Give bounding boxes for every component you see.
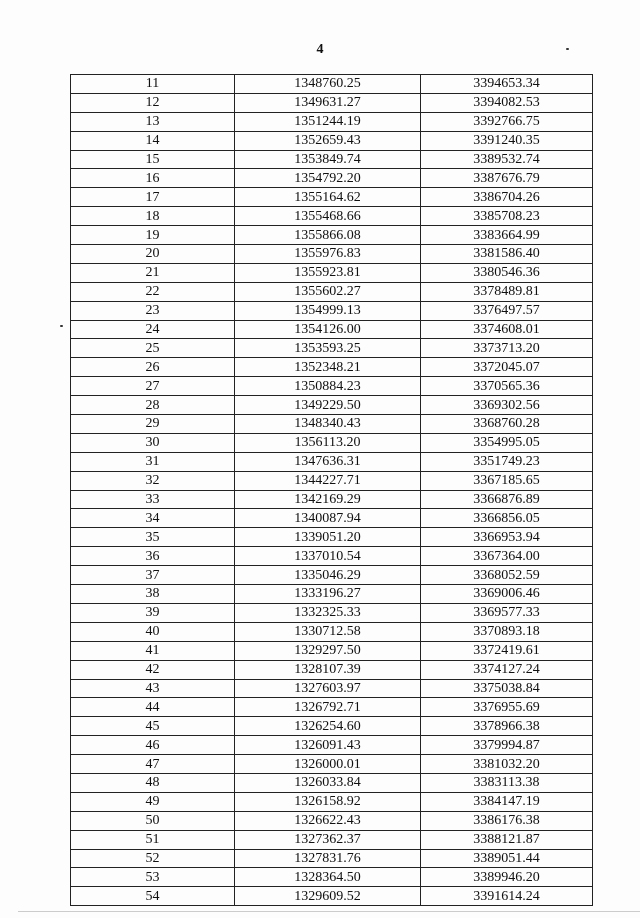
point-number-cell: 21	[71, 263, 235, 282]
point-number-cell: 29	[71, 415, 235, 434]
y-coordinate-cell: 3383113.38	[421, 773, 593, 792]
y-coordinate-cell: 3386704.26	[421, 188, 593, 207]
point-number-cell: 37	[71, 566, 235, 585]
point-number-cell: 19	[71, 226, 235, 245]
table-row	[71, 188, 593, 207]
table-row	[71, 358, 593, 377]
table-row	[71, 415, 593, 434]
point-number-cell: 12	[71, 93, 235, 112]
point-number-cell: 13	[71, 112, 235, 131]
table-row	[71, 396, 593, 415]
y-coordinate-cell: 3385708.23	[421, 207, 593, 226]
x-coordinate-cell: 1354999.13	[235, 301, 421, 320]
point-number-cell: 30	[71, 433, 235, 452]
table-row	[71, 226, 593, 245]
x-coordinate-cell: 1350884.23	[235, 377, 421, 396]
x-coordinate-cell: 1354126.00	[235, 320, 421, 339]
point-number-cell: 36	[71, 547, 235, 566]
x-coordinate-cell: 1352348.21	[235, 358, 421, 377]
coordinates-table-body	[71, 75, 593, 906]
x-coordinate-cell: 1354792.20	[235, 169, 421, 188]
x-coordinate-cell: 1348340.43	[235, 415, 421, 434]
point-number-cell: 50	[71, 811, 235, 830]
table-row	[71, 245, 593, 264]
x-coordinate-cell: 1355923.81	[235, 263, 421, 282]
table-row	[71, 679, 593, 698]
point-number-cell: 44	[71, 698, 235, 717]
table-row	[71, 75, 593, 94]
table-row	[71, 528, 593, 547]
table-row	[71, 660, 593, 679]
x-coordinate-cell: 1326792.71	[235, 698, 421, 717]
point-number-cell: 47	[71, 755, 235, 774]
point-number-cell: 32	[71, 471, 235, 490]
y-coordinate-cell: 3368052.59	[421, 566, 593, 585]
point-number-cell: 52	[71, 849, 235, 868]
x-coordinate-cell: 1355976.83	[235, 245, 421, 264]
x-coordinate-cell: 1327362.37	[235, 830, 421, 849]
y-coordinate-cell: 3381586.40	[421, 245, 593, 264]
x-coordinate-cell: 1326254.60	[235, 717, 421, 736]
table-row	[71, 585, 593, 604]
y-coordinate-cell: 3392766.75	[421, 112, 593, 131]
y-coordinate-cell: 3394082.53	[421, 93, 593, 112]
table-row	[71, 566, 593, 585]
x-coordinate-cell: 1329297.50	[235, 641, 421, 660]
y-coordinate-cell: 3391240.35	[421, 131, 593, 150]
y-coordinate-cell: 3375038.84	[421, 679, 593, 698]
y-coordinate-cell: 3366876.89	[421, 490, 593, 509]
x-coordinate-cell: 1326000.01	[235, 755, 421, 774]
table-row	[71, 641, 593, 660]
point-number-cell: 18	[71, 207, 235, 226]
table-row	[71, 717, 593, 736]
y-coordinate-cell: 3373713.20	[421, 339, 593, 358]
table-row	[71, 509, 593, 528]
point-number-cell: 42	[71, 660, 235, 679]
point-number-cell: 26	[71, 358, 235, 377]
point-number-cell: 43	[71, 679, 235, 698]
x-coordinate-cell: 1327831.76	[235, 849, 421, 868]
y-coordinate-cell: 3381032.20	[421, 755, 593, 774]
point-number-cell: 24	[71, 320, 235, 339]
point-number-cell: 27	[71, 377, 235, 396]
x-coordinate-cell: 1356113.20	[235, 433, 421, 452]
x-coordinate-cell: 1355164.62	[235, 188, 421, 207]
point-number-cell: 20	[71, 245, 235, 264]
x-coordinate-cell: 1355468.66	[235, 207, 421, 226]
table-row	[71, 301, 593, 320]
x-coordinate-cell: 1329609.52	[235, 887, 421, 906]
y-coordinate-cell: 3372045.07	[421, 358, 593, 377]
point-number-cell: 34	[71, 509, 235, 528]
table-row	[71, 792, 593, 811]
x-coordinate-cell: 1351244.19	[235, 112, 421, 131]
x-coordinate-cell: 1333196.27	[235, 585, 421, 604]
point-number-cell: 17	[71, 188, 235, 207]
x-coordinate-cell: 1337010.54	[235, 547, 421, 566]
y-coordinate-cell: 3387676.79	[421, 169, 593, 188]
y-coordinate-cell: 3383664.99	[421, 226, 593, 245]
point-number-cell: 46	[71, 736, 235, 755]
table-row	[71, 887, 593, 906]
y-coordinate-cell: 3378489.81	[421, 282, 593, 301]
scan-speck	[566, 48, 569, 50]
table-row	[71, 698, 593, 717]
y-coordinate-cell: 3376955.69	[421, 698, 593, 717]
point-number-cell: 45	[71, 717, 235, 736]
table-row	[71, 433, 593, 452]
x-coordinate-cell: 1326158.92	[235, 792, 421, 811]
point-number-cell: 25	[71, 339, 235, 358]
point-number-cell: 22	[71, 282, 235, 301]
x-coordinate-cell: 1330712.58	[235, 622, 421, 641]
y-coordinate-cell: 3376497.57	[421, 301, 593, 320]
table-row	[71, 868, 593, 887]
x-coordinate-cell: 1353849.74	[235, 150, 421, 169]
x-coordinate-cell: 1353593.25	[235, 339, 421, 358]
y-coordinate-cell: 3389532.74	[421, 150, 593, 169]
point-number-cell: 41	[71, 641, 235, 660]
y-coordinate-cell: 3386176.38	[421, 811, 593, 830]
table-row	[71, 150, 593, 169]
point-number-cell: 23	[71, 301, 235, 320]
point-number-cell: 11	[71, 75, 235, 94]
y-coordinate-cell: 3379994.87	[421, 736, 593, 755]
y-coordinate-cell: 3391614.24	[421, 887, 593, 906]
x-coordinate-cell: 1342169.29	[235, 490, 421, 509]
x-coordinate-cell: 1352659.43	[235, 131, 421, 150]
table-row	[71, 112, 593, 131]
x-coordinate-cell: 1326091.43	[235, 736, 421, 755]
point-number-cell: 53	[71, 868, 235, 887]
point-number-cell: 54	[71, 887, 235, 906]
table-row	[71, 339, 593, 358]
x-coordinate-cell: 1347636.31	[235, 452, 421, 471]
point-number-cell: 35	[71, 528, 235, 547]
table-row	[71, 773, 593, 792]
table-row	[71, 490, 593, 509]
y-coordinate-cell: 3380546.36	[421, 263, 593, 282]
x-coordinate-cell: 1339051.20	[235, 528, 421, 547]
coordinates-table	[70, 74, 593, 906]
y-coordinate-cell: 3368760.28	[421, 415, 593, 434]
y-coordinate-cell: 3367185.65	[421, 471, 593, 490]
y-coordinate-cell: 3366856.05	[421, 509, 593, 528]
point-number-cell: 51	[71, 830, 235, 849]
x-coordinate-cell: 1327603.97	[235, 679, 421, 698]
y-coordinate-cell: 3369302.56	[421, 396, 593, 415]
table-row	[71, 755, 593, 774]
y-coordinate-cell: 3370565.36	[421, 377, 593, 396]
table-row	[71, 263, 593, 282]
point-number-cell: 16	[71, 169, 235, 188]
y-coordinate-cell: 3388121.87	[421, 830, 593, 849]
table-row	[71, 603, 593, 622]
x-coordinate-cell: 1348760.25	[235, 75, 421, 94]
point-number-cell: 28	[71, 396, 235, 415]
point-number-cell: 31	[71, 452, 235, 471]
table-row	[71, 207, 593, 226]
y-coordinate-cell: 3374608.01	[421, 320, 593, 339]
table-row	[71, 93, 593, 112]
point-number-cell: 38	[71, 585, 235, 604]
point-number-cell: 14	[71, 131, 235, 150]
point-number-cell: 48	[71, 773, 235, 792]
page-number: 4	[316, 42, 324, 57]
y-coordinate-cell: 3378966.38	[421, 717, 593, 736]
y-coordinate-cell: 3369006.46	[421, 585, 593, 604]
table-row	[71, 169, 593, 188]
x-coordinate-cell: 1355602.27	[235, 282, 421, 301]
table-row	[71, 282, 593, 301]
y-coordinate-cell: 3389946.20	[421, 868, 593, 887]
x-coordinate-cell: 1328364.50	[235, 868, 421, 887]
x-coordinate-cell: 1355866.08	[235, 226, 421, 245]
y-coordinate-cell: 3374127.24	[421, 660, 593, 679]
x-coordinate-cell: 1349631.27	[235, 93, 421, 112]
point-number-cell: 33	[71, 490, 235, 509]
y-coordinate-cell: 3354995.05	[421, 433, 593, 452]
scan-speck	[60, 325, 63, 327]
table-row	[71, 736, 593, 755]
x-coordinate-cell: 1326033.84	[235, 773, 421, 792]
table-row	[71, 131, 593, 150]
page-bottom-edge	[18, 911, 640, 912]
y-coordinate-cell: 3367364.00	[421, 547, 593, 566]
y-coordinate-cell: 3351749.23	[421, 452, 593, 471]
y-coordinate-cell: 3370893.18	[421, 622, 593, 641]
table-row	[71, 547, 593, 566]
y-coordinate-cell: 3366953.94	[421, 528, 593, 547]
table-row	[71, 471, 593, 490]
table-row	[71, 452, 593, 471]
x-coordinate-cell: 1344227.71	[235, 471, 421, 490]
table-row	[71, 377, 593, 396]
y-coordinate-cell: 3384147.19	[421, 792, 593, 811]
table-row	[71, 849, 593, 868]
point-number-cell: 15	[71, 150, 235, 169]
table-row	[71, 320, 593, 339]
table-row	[71, 811, 593, 830]
x-coordinate-cell: 1326622.43	[235, 811, 421, 830]
x-coordinate-cell: 1349229.50	[235, 396, 421, 415]
table-row	[71, 830, 593, 849]
point-number-cell: 49	[71, 792, 235, 811]
x-coordinate-cell: 1335046.29	[235, 566, 421, 585]
x-coordinate-cell: 1340087.94	[235, 509, 421, 528]
y-coordinate-cell: 3372419.61	[421, 641, 593, 660]
x-coordinate-cell: 1328107.39	[235, 660, 421, 679]
y-coordinate-cell: 3394653.34	[421, 75, 593, 94]
x-coordinate-cell: 1332325.33	[235, 603, 421, 622]
y-coordinate-cell: 3369577.33	[421, 603, 593, 622]
point-number-cell: 40	[71, 622, 235, 641]
y-coordinate-cell: 3389051.44	[421, 849, 593, 868]
table-row	[71, 622, 593, 641]
point-number-cell: 39	[71, 603, 235, 622]
